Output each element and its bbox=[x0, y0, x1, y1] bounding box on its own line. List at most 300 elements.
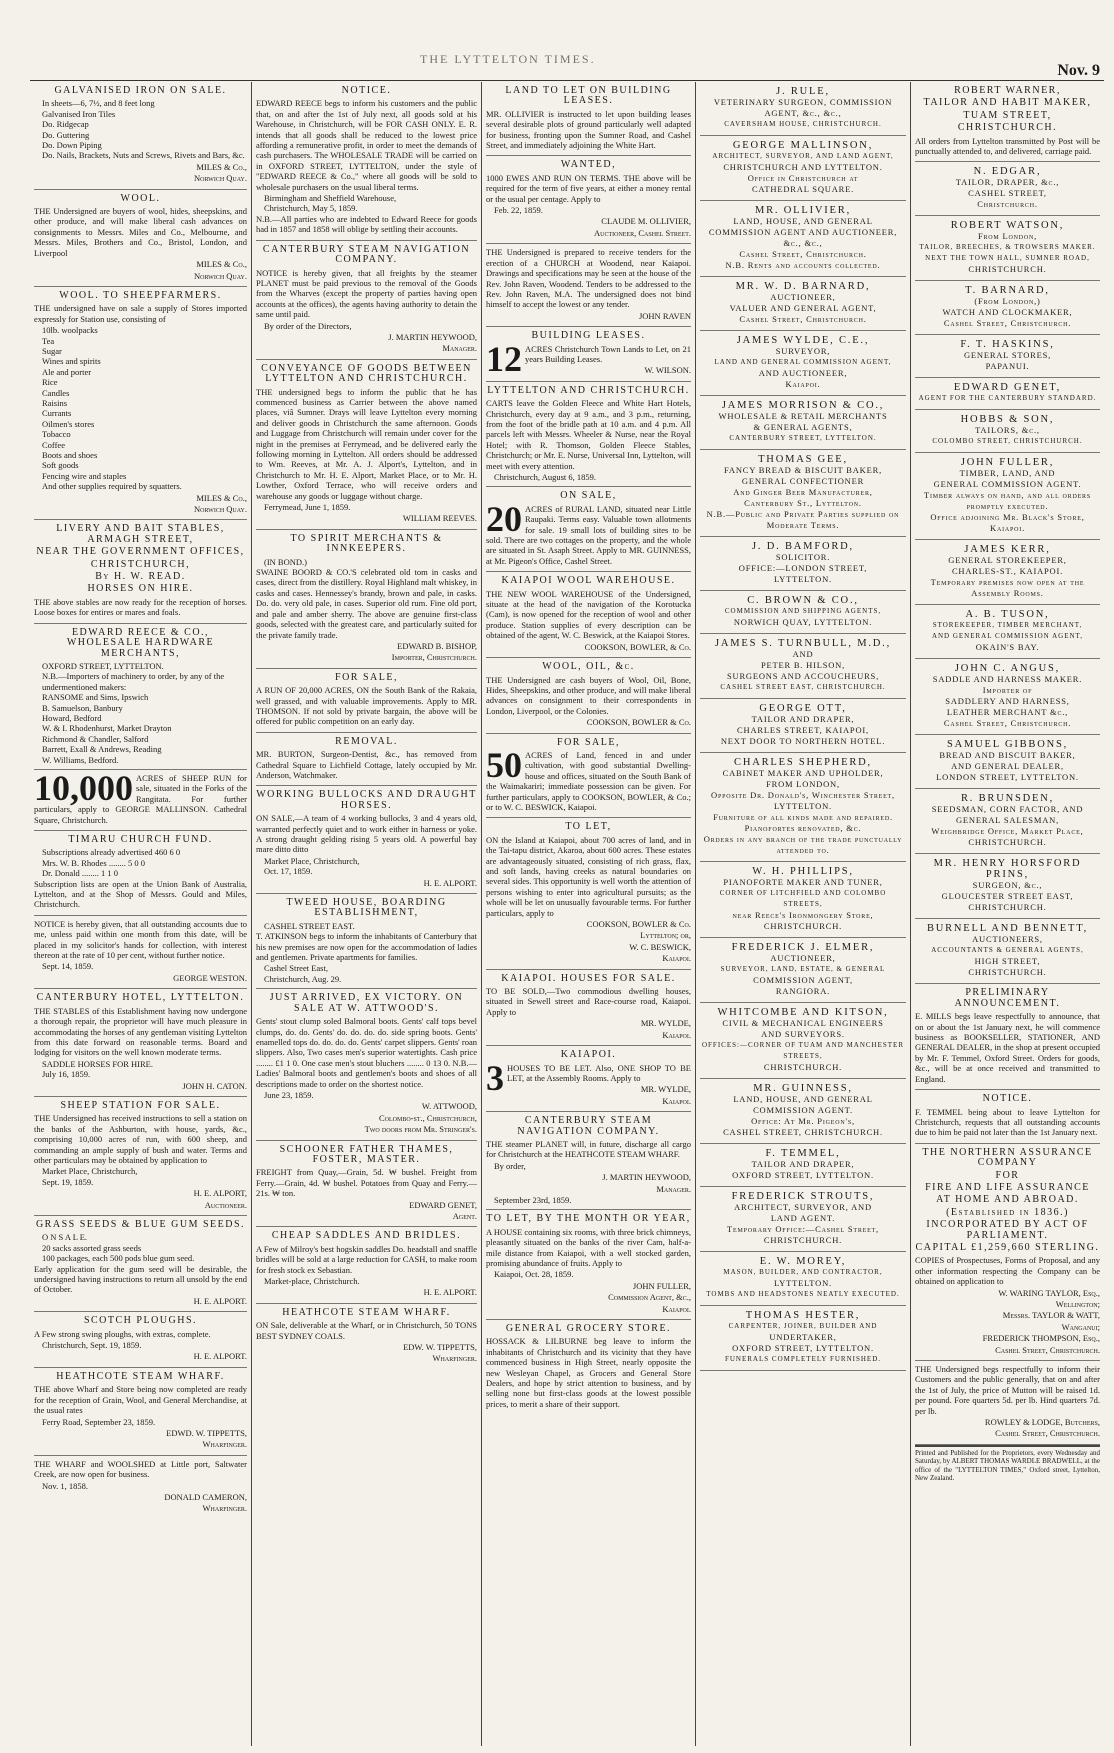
ad-signature: CLAUDE M. OLLIVIER, bbox=[601, 216, 691, 227]
ad-text: ON the Island at Kaiapoi, about 700 acres of land, and in the Tai-tapu district, Akaroa, about 600 acres. These estates are advantageously situated, consisting of rich grass, flax, and soft lands, having creeks as natural boundaries on several sides. This opportunity is well worth the attention of persons wishing to enter into agricultural pursuits; as the whole will be let on unusually favourable terms. For further particulars, apply to bbox=[486, 834, 691, 918]
column-1 bbox=[30, 82, 252, 1746]
ad-line: Wines and spirits bbox=[42, 356, 101, 367]
ad-signature: Cashel Street, Christchurch. bbox=[995, 1428, 1100, 1439]
business-detail: ACCOUNTANTS & GENERAL AGENTS, bbox=[931, 946, 1084, 955]
ad-text: EDWARD REECE begs to inform his customers and the public that, on and after the 1st of July next, all goods sold at his Warehouse, in Christchurch, will be FOR CASH ONLY. E. R. intends that all goods shall be reduced to the lowest price affording a remunerative profit, in order to meet the demands of cash purchasers. The WHOLESALE TRADE will be carried on in OXFORD STREET, LYTTELTON, under the style of "EDWARD REECE & Co.," where all goods will be sold to wholesale purchasers on the usual liberal terms. bbox=[256, 98, 477, 192]
ad-line: Kaiapoi, Oct. 28, 1859. bbox=[494, 1269, 574, 1280]
ad-signature: H. E. ALPORT, bbox=[193, 1188, 247, 1199]
ad-line: AT HOME AND ABROAD. bbox=[936, 1194, 1079, 1206]
ad-signature: WILLIAM REEVES. bbox=[402, 513, 477, 524]
ad-text: NOTICE is hereby given, that all outstanding accounts due to me, unless paid within one month from this date, will be placed in my solicitor's hands for collection, with interest thereon at the rate of 10 per cent, without further notice. bbox=[34, 918, 247, 961]
business-detail: Canterbury St., Lyttelton. bbox=[744, 498, 862, 508]
business-detail: Timber always on hand, and all orders promptly executed. bbox=[923, 490, 1091, 512]
advertisement bbox=[34, 989, 247, 1097]
directory-listing bbox=[700, 1187, 906, 1252]
ad-line: Market Place, Christchurch, bbox=[42, 1166, 138, 1177]
ad-signature: Kaiapoi. bbox=[662, 1095, 691, 1106]
business-detail: Cashel Street, Christchurch. bbox=[739, 314, 867, 324]
ad-line: By order, bbox=[494, 1160, 526, 1171]
business-name: JAMES S. TURNBULL, M.D., bbox=[714, 638, 892, 649]
ad-signature: EDWARD B. BISHOP, bbox=[397, 640, 477, 651]
ad-signature: FREDERICK THOMPSON, Esq., bbox=[982, 1333, 1100, 1344]
ad-heading: FOR SALE, bbox=[557, 736, 620, 748]
ad-line: Sugar bbox=[42, 345, 62, 356]
business-detail: CABINET MAKER AND UPHOLDER, bbox=[722, 768, 884, 778]
ad-heading: WANTED, bbox=[560, 159, 617, 171]
ad-heading: THE NORTHERN ASSURANCE COMPANY bbox=[922, 1146, 1093, 1169]
business-detail: HIGH STREET, bbox=[974, 956, 1041, 967]
advertisement bbox=[34, 831, 247, 916]
ad-signature: H. E. ALPORT. bbox=[423, 1287, 477, 1298]
ad-text: MR. BURTON, Surgeon-Dentist, &c., has removed from Cathedral Square to Lichfield Cottage, lately occupied by Mr. Anderson, Watchmaker. bbox=[256, 749, 477, 780]
ad-signature: COOKSON, BOWLER & Co. bbox=[586, 717, 691, 728]
business-detail: MASON, BUILDER, AND CONTRACTOR, bbox=[723, 1268, 883, 1276]
ad-line: Christchurch, May 5, 1859. bbox=[264, 203, 358, 214]
business-detail: LAND AND GENERAL COMMISSION AGENT, bbox=[714, 358, 892, 366]
business-detail: COMMISSION AND SHIPPING AGENTS, bbox=[724, 607, 882, 615]
business-detail: AGENT FOR THE CANTERBURY STANDARD. bbox=[918, 394, 1097, 403]
advertisement bbox=[34, 287, 247, 521]
ad-line: B. Samuelson, Banbury bbox=[42, 702, 123, 713]
ad-line: (IN BOND.) bbox=[264, 556, 307, 567]
directory-listing bbox=[915, 735, 1100, 789]
newspaper-title: THE LYTTELTON TIMES. bbox=[420, 52, 596, 66]
ad-signature: MR. WYLDE, bbox=[640, 1084, 691, 1095]
ad-line: By order of the Directors, bbox=[264, 320, 352, 331]
ad-text: N.B.—All parties who are indebted to Edward Reece for goods had in 1857 and 1858 will oblige by settling their accounts. bbox=[256, 213, 477, 235]
advertisement bbox=[256, 360, 477, 530]
ad-line: Fencing wire and staples bbox=[42, 470, 127, 481]
business-name: THOMAS GEE, bbox=[758, 454, 848, 465]
ad-line: Feb. 22, 1859. bbox=[494, 205, 543, 216]
business-detail: SADDLE AND HARNESS MAKER. bbox=[932, 674, 1083, 685]
business-name: GEORGE MALLINSON, bbox=[732, 140, 874, 151]
advertisement bbox=[34, 916, 247, 989]
business-name: W. H. PHILLIPS, bbox=[752, 866, 854, 877]
business-detail: OKAIN'S BAY. bbox=[975, 642, 1040, 653]
business-detail: CASHEL STREET, bbox=[968, 188, 1047, 199]
directory-listing bbox=[915, 453, 1100, 540]
business-detail: TIMBER, LAND, AND bbox=[959, 468, 1056, 479]
business-detail: CATHEDRAL SQUARE. bbox=[751, 184, 855, 194]
ad-line: CAPITAL £1,259,660 STERLING. bbox=[915, 1241, 1100, 1253]
advertisement bbox=[486, 818, 691, 969]
ad-signature: JOHN FULLER, bbox=[632, 1280, 691, 1291]
advertisement bbox=[34, 82, 247, 190]
ad-signature: Auctioneer, Cashel Street. bbox=[593, 227, 691, 238]
business-detail: STOREKEEPER, TIMBER MERCHANT, bbox=[932, 621, 1083, 630]
business-detail: GLOUCESTER STREET EAST, bbox=[941, 891, 1074, 902]
business-detail: Importer of bbox=[982, 685, 1033, 696]
business-detail: COMMISSION AGENT AND AUCTIONEER, &c., &c., bbox=[708, 227, 898, 248]
business-name: J. RULE, bbox=[776, 86, 830, 97]
business-detail: LYTTELTON. bbox=[774, 574, 832, 584]
ad-text: THE above stables are now ready for the reception of horses. Loose boxes for entires or mares and foals. bbox=[34, 596, 247, 618]
ad-text: THE STABLES of this Establishment having now undergone a thorough repair, the proprietor will have much pleasure in accommodating the horses of any gentleman visiting Lyttelton from this date forward on reasonable terms. Board and lodging for visitors on the well known moderate terms. bbox=[34, 1005, 247, 1058]
ad-text: COPIES of Prospectuses, Forms of Proposal, and any other information respecting the Company can be obtained on application to bbox=[915, 1255, 1100, 1287]
business-detail: GENERAL STORES, bbox=[963, 350, 1052, 361]
columns bbox=[30, 82, 1104, 1746]
ad-signature: Wharfinger. bbox=[202, 1503, 247, 1514]
ad-signature: MR. WYLDE, bbox=[640, 1018, 691, 1029]
advertisement bbox=[486, 487, 691, 572]
ad-heading: KAIAPOI. bbox=[560, 1049, 617, 1061]
ad-line: Ferrymead, June 1, 1859. bbox=[264, 502, 351, 513]
ad-text: THE Undersigned has received instructions to sell a station on the banks of the Ashburton, with house, yards, &c., comprising 10,000 acres of run, with 600 sheep, and commanding an ample supply of bush and water. Terms and other particulars may be obtained by application to bbox=[34, 1113, 247, 1165]
ad-text: THE Undersigned begs respectfully to inform their Customers and the public generally, that on and after the 1st of July, the price of Mutton will be raised 1d. per pound. Fore quarters 5d. per lb. Hind quarters 7d. per lb. bbox=[915, 1364, 1100, 1416]
business-detail: CORNER OF LITCHFIELD AND COLOMBO STREETS, bbox=[719, 889, 887, 908]
business-detail: Temporary premises now open at the Assembly Rooms. bbox=[930, 577, 1085, 599]
ad-text: ON SALE,—A team of 4 working bullocks, 3 and 4 years old, warranted perfectly quiet and to work either in harness or yoke. A strong draught gelding rising 5 years old. A powerful bay mare ditto ditto bbox=[256, 813, 477, 855]
business-name: MR. OLLIVIER, bbox=[754, 205, 852, 216]
ad-heading: SHEEP STATION FOR SALE. bbox=[60, 1099, 221, 1111]
business-detail: CHRISTCHURCH. bbox=[968, 967, 1047, 978]
business-name: ROBERT WATSON, bbox=[950, 220, 1065, 232]
business-detail: CHRISTCHURCH. bbox=[968, 264, 1047, 275]
ad-text: All orders from Lyttelton transmitted by Post will be punctually attended to, and delivered, carriage paid. bbox=[915, 135, 1100, 157]
directory-listing bbox=[915, 162, 1100, 216]
business-detail: WHOLESALE & RETAIL MERCHANTS bbox=[718, 411, 888, 421]
business-detail: Cashel Street, Christchurch. bbox=[943, 318, 1072, 329]
directory-listing bbox=[700, 699, 906, 753]
ad-text: THE Undersigned is prepared to receive tenders for the erection of a CHURCH at Woodend, near Kaiapoi. Drawings and specifications may be seen at the house of the Rev. John Raven, Woodend. Tenders to be addressed to the Rev. John Raven, M.A. The undersigned does not bind himself to accept the lowest or any tender. bbox=[486, 247, 691, 310]
advertisement bbox=[34, 190, 247, 287]
ad-line: Oct. 17, 1859. bbox=[264, 866, 313, 877]
advertisement bbox=[34, 1097, 247, 1216]
advertisement bbox=[486, 244, 691, 327]
business-detail: From London, bbox=[977, 231, 1038, 242]
advertisement bbox=[486, 658, 691, 733]
business-detail: WATCH AND CLOCKMAKER, bbox=[942, 307, 1073, 318]
ad-heading: REMOVAL. bbox=[335, 735, 398, 747]
business-detail: SURGEON, &c., bbox=[972, 880, 1043, 891]
ad-line: By H. W. READ. bbox=[95, 571, 186, 583]
ad-line: RANSOME and Sims, Ipswich bbox=[42, 692, 149, 703]
ad-line: Galvanised Iron Tiles bbox=[42, 108, 116, 119]
business-name: A. B. TUSON, bbox=[965, 609, 1050, 621]
ad-signature: GEORGE WESTON. bbox=[173, 972, 247, 983]
advertisement bbox=[915, 984, 1100, 1090]
ad-text: THE undersigned begs to inform the public that he has commenced business as Carrier between the above named places, viâ Sumner. Drays will leave Lyttelton every morning and deliver goods in Christchurch the same afternoon. Goods and Luggage from Christchurch will remain under cover for the night in the premises at Ferrymead, and be delivered early the following morning in Lyttelton. All orders should be addressed to Wm. Reeves, at Mr. A. J. Alport's, Lyttelton, and in Christchurch to Mr. H. E. Alport, Market Place, or to Mr. H. Lowther, Oxford Terrace, who will receive orders and warehouse any goods or luggage without charge. bbox=[256, 386, 477, 501]
business-detail: Office adjoining Mr. Black's Store, Kaiapoi. bbox=[930, 512, 1085, 534]
ad-line: CHRISTCHURCH, bbox=[90, 558, 191, 570]
business-detail: CARPENTER, JOINER, BUILDER AND bbox=[728, 1322, 878, 1330]
ad-line: Barrett, Exall & Andrews, Reading bbox=[42, 744, 162, 755]
advertisement bbox=[486, 572, 691, 658]
business-detail: CHRISTCHURCH. bbox=[763, 1062, 843, 1072]
business-name: J. D. BAMFORD, bbox=[752, 541, 854, 552]
ad-line: Howard, Bedford bbox=[42, 712, 102, 723]
business-detail: near Reece's Ironmongery Store, bbox=[732, 910, 874, 920]
business-name: MR. W. D. BARNARD, bbox=[735, 281, 871, 292]
directory-listing bbox=[915, 789, 1100, 854]
ad-line: Ferry Road, September 23, 1859. bbox=[42, 1416, 156, 1427]
directory-listing bbox=[915, 854, 1100, 919]
ad-text: ACRES of SHEEP RUN for sale, situated in the Forks of the Rangitata. For further particulars, apply to GEORGE MALLINSON. Cathedral Square, Christchurch. bbox=[34, 772, 247, 825]
business-detail: CHRISTCHURCH. bbox=[763, 921, 843, 931]
ad-heading: LYTTELTON AND CHRISTCHURCH. bbox=[487, 384, 690, 396]
ad-line: Soft goods bbox=[42, 460, 79, 471]
business-detail: AND GENERAL COMMISSION AGENT, bbox=[931, 632, 1084, 641]
ad-line: Subscriptions already advertised 460 6 0 bbox=[42, 847, 181, 858]
ad-signature: W. ATTWOOD, bbox=[421, 1101, 477, 1112]
business-detail: Kaiapoi. bbox=[785, 379, 821, 389]
advertisement bbox=[256, 786, 477, 894]
directory-listing bbox=[915, 659, 1100, 735]
ad-text: CARTS leave the Golden Fleece and White Hart Hotels, Christchurch, every day at 9 a.m., and 3 p.m., returning, from the foot of the bridle path at 10 a.m. and 4 p.m. All parcels left with Messrs. Wheeler & Nurse, near the Royal Hotel; with R. Thomson, Golden Fleece Stables, Christchurch; or Mr. E. Nurse, Universal Inn, Lyttelton, will meet with every attention. bbox=[486, 398, 691, 471]
ad-text: THE above Wharf and Store being now completed are ready for the reception of Grain, Wool, and General Merchandise, at the usual rates bbox=[34, 1384, 247, 1416]
ad-line: Candles bbox=[42, 387, 70, 398]
ad-text: THE undersigned have on sale a supply of Stores imported expressly for Station use, consisting of bbox=[34, 303, 247, 324]
business-name: EDWARD GENET, bbox=[953, 382, 1062, 394]
ad-heading: LAND TO LET ON BUILDING LEASES. bbox=[505, 85, 672, 107]
business-detail: AND AUCTIONEER, bbox=[758, 368, 848, 378]
business-detail: AND SURVEYORS. bbox=[761, 1029, 845, 1039]
ad-heading: TIMARU CHURCH FUND. bbox=[68, 834, 213, 845]
ad-line: Birmingham and Sheffield Warehouse, bbox=[264, 193, 397, 204]
directory-listing bbox=[700, 1252, 906, 1306]
ad-heading: GALVANISED IRON ON SALE. bbox=[54, 85, 227, 96]
business-detail: COMMISSION AGENT, bbox=[753, 975, 853, 985]
business-detail: Cashel Street, Christchurch. bbox=[739, 249, 867, 259]
directory-listing bbox=[700, 591, 906, 634]
ad-signature: H. E. ALPORT. bbox=[193, 1351, 247, 1362]
advertisement bbox=[486, 734, 691, 819]
ad-signature: MILES & Co., bbox=[196, 259, 247, 270]
ad-signature: W. WILSON. bbox=[644, 365, 691, 376]
ad-line: Mrs. W. B. Rhodes ........ 5 0 0 bbox=[42, 857, 145, 868]
business-detail: TAILOR, BREECHES, & TROWSERS MAKER. bbox=[919, 243, 1096, 252]
business-detail: BREAD AND BISCUIT BAKER, bbox=[939, 750, 1076, 761]
ad-line: Raisins bbox=[42, 397, 68, 408]
ad-text: HOSSACK & LILBURNE beg leave to inform the inhabitants of Christchurch and its vicinity that they have commenced business in High Street, nearly opposite the new Wesleyan Chapel, as Grocers and General Store Dealers, and hope by strict attention to business, and by selling none but first-class goods at the lowest possible prices, to merit a share of their support. bbox=[486, 1336, 691, 1409]
business-detail: (From London,) bbox=[974, 296, 1041, 307]
ad-heading: KAIAPOI WOOL WAREHOUSE. bbox=[501, 575, 676, 587]
ad-body bbox=[486, 498, 691, 566]
business-detail: PIANOFORTE MAKER AND TUNER, bbox=[723, 877, 883, 887]
ad-line: July 16, 1859. bbox=[42, 1069, 91, 1080]
business-detail: CANTERBURY STREET, LYTTELTON. bbox=[729, 434, 877, 442]
ad-text: Subscription lists are open at the Union Bank of Australia, Lyttelton, and at the Shop of Messrs. Gould and Miles, Christchurch. bbox=[34, 878, 247, 910]
ad-heading: WOOL, OIL, &c. bbox=[542, 661, 635, 673]
business-detail: NEXT DOOR TO NORTHERN HOTEL. bbox=[720, 736, 886, 746]
ad-line: FOR bbox=[995, 1169, 1020, 1181]
ad-line: (Established in 1836.) bbox=[946, 1206, 1069, 1218]
advertisement bbox=[34, 1216, 247, 1312]
business-detail: Temporary Office:—Cashel Street, bbox=[727, 1224, 879, 1234]
ad-signature: Cashel Street, Christchurch. bbox=[995, 1344, 1100, 1355]
business-detail: AND GENERAL DEALER, bbox=[951, 761, 1064, 772]
directory-listing bbox=[915, 605, 1100, 659]
ad-heading: SCOTCH PLOUGHS. bbox=[83, 1315, 198, 1327]
ad-text: THE Undersigned are buyers of wool, hides, sheepskins, and other produce, and will make liberal cash advances on consignments to Messrs. Miles and Co., Melbourne, and Messrs. Miles, Brothers and Co., Bristol, London, and Liverpool bbox=[34, 206, 247, 258]
ad-signature: Messrs. TAYLOR & WATT, bbox=[1002, 1310, 1100, 1321]
business-detail: Weighbridge Office, Market Place, bbox=[931, 826, 1084, 837]
business-detail: VETERINARY SURGEON, COMMISSION AGENT, &c., &c., bbox=[713, 97, 893, 118]
business-detail: COLOMBO STREET, CHRISTCHURCH. bbox=[932, 437, 1083, 446]
business-detail: CHRISTCHURCH AND LYTTELTON. bbox=[723, 162, 883, 172]
ad-text: TO BE SOLD,—Two commodious dwelling houses, situated in Sewell street and Race-course road, Kaiapoi. Apply to bbox=[486, 986, 691, 1017]
ad-text: ACRES of Land, fenced in and under cultivation, with good substantial Dwelling-house and offices, situated on the South Bank of the Waimakariri; immediate possession can be given. For further particulars, apply to COOKSON, BOWLER, & Co.; or to W. C. BESWICK, Kaiapoi. bbox=[486, 749, 691, 812]
advertisement bbox=[486, 1112, 691, 1210]
ad-signature: Auctioneer. bbox=[204, 1199, 247, 1210]
business-detail: OXFORD STREET, LYTTELTON. bbox=[732, 1343, 874, 1353]
issue-date: Nov. 9 bbox=[1057, 62, 1100, 79]
ad-signature: Wellington; bbox=[1055, 1299, 1100, 1309]
advertisement bbox=[256, 989, 477, 1140]
ad-line: Sept. 14, 1859. bbox=[42, 961, 94, 972]
directory-listing bbox=[915, 919, 1100, 984]
ad-body bbox=[34, 767, 247, 825]
ad-line: 10lb. woolpacks bbox=[42, 325, 98, 336]
business-detail: CASHEL STREET, CHRISTCHURCH. bbox=[723, 1127, 883, 1137]
business-detail: CHRISTCHURCH. bbox=[763, 1235, 843, 1245]
ad-line: Sept. 19, 1859. bbox=[42, 1176, 94, 1187]
ad-text: T. ATKINSON begs to inform the inhabitants of Canterbury that his new premises are now open for the accommodation of ladies and gentlemen. Private apartments for families. bbox=[256, 931, 477, 963]
directory-listing bbox=[700, 277, 906, 331]
printer-imprint: Printed and Published for the Proprietors, every Wednesday and Saturday, by ALBERT THOMAS WARDLE BRADWELL, at the office of the "LYTTELTON TIMES," Oxford street, Lyttelton, New Zealand. bbox=[915, 1445, 1100, 1483]
ad-heading: ON SALE, bbox=[560, 490, 617, 502]
ad-signature: MILES & Co., bbox=[196, 492, 247, 503]
ad-signature: H. E. ALPORT. bbox=[423, 877, 477, 888]
ad-heading: EDWARD REECE & CO., WHOLESALE HARDWARE MERCHANTS, bbox=[66, 626, 215, 659]
business-detail: ARCHITECT, SURVEYOR, AND LAND AGENT, bbox=[712, 152, 894, 160]
advertisement bbox=[34, 520, 247, 623]
ad-line: Ale and porter bbox=[42, 366, 92, 377]
ad-heading: JUST ARRIVED, EX VICTORY. ON SALE AT W. ATTWOOD'S. bbox=[269, 992, 464, 1014]
business-name: SAMUEL GIBBONS, bbox=[946, 739, 1069, 751]
directory-listing bbox=[700, 201, 906, 277]
ad-heading: NOTICE. bbox=[341, 85, 392, 96]
column-3 bbox=[482, 82, 696, 1746]
ad-line: Cashel Street East, bbox=[264, 963, 328, 974]
ad-line: Dr. Donald ........ 1 1 0 bbox=[42, 868, 119, 879]
directory-listing bbox=[700, 331, 906, 396]
ad-text: FREIGHT from Quay,—Grain, 5d. ₩ bushel. Freight from Ferry.—Grain, 4d. ₩ bushel. Potatoes from Quay and Ferry.—21s. ₩ ton. bbox=[256, 1167, 477, 1199]
ad-signature: ROWLEY & LODGE, Butchers, bbox=[984, 1417, 1100, 1428]
directory-listing bbox=[700, 862, 906, 938]
ad-heading: SCHOONER FATHER THAMES, FOSTER, MASTER. bbox=[279, 1143, 454, 1165]
ad-signature: Manager. bbox=[442, 343, 477, 354]
ad-line: Do. Ridgecap bbox=[42, 119, 89, 130]
advertisement bbox=[486, 327, 691, 382]
ad-text: F. TEMMEL being about to leave Lyttelton for Christchurch, requests that all outstanding accounts due to him be paid not later than the 1st January next. bbox=[915, 1106, 1100, 1138]
ad-line: 100 packages, each 500 pods blue gum seed. bbox=[42, 1253, 195, 1264]
ad-line: September 23rd, 1859. bbox=[494, 1194, 572, 1205]
ad-signature: Wanganui; bbox=[1061, 1321, 1100, 1332]
business-detail: GENERAL CONFECTIONER bbox=[741, 476, 865, 486]
business-detail: CHARLES-ST., KAIAPOI. bbox=[951, 566, 1064, 577]
business-detail: CIVIL & MECHANICAL ENGINEERS bbox=[722, 1018, 884, 1028]
ad-line: O N S A L E. bbox=[42, 1232, 88, 1243]
ad-line: SADDLE HORSES FOR HIRE. bbox=[42, 1058, 153, 1069]
ad-line: HORSES ON HIRE. bbox=[87, 583, 194, 595]
ad-signature: EDWD. W. TIPPETTS, bbox=[166, 1427, 247, 1438]
ad-signature: Wharfinger. bbox=[202, 1439, 247, 1450]
ad-text: A RUN OF 20,000 ACRES, ON the South Bank of the Rakaia, well grassed, and with valuable improvements. Apply to MR. THOMSON. If not sold by private bargain, the above will be offered for public competition on an early day. bbox=[256, 685, 477, 727]
ad-signature: JOHN RAVEN bbox=[638, 310, 691, 321]
ad-signature: Agent. bbox=[452, 1211, 477, 1221]
ad-signature: Colombo-st., Christchurch, bbox=[378, 1112, 477, 1123]
ad-heading: BUILDING LEASES. bbox=[531, 330, 646, 342]
masthead bbox=[0, 0, 1114, 79]
directory-listing bbox=[700, 1306, 906, 1371]
advertisement bbox=[34, 767, 247, 831]
business-detail: AUCTIONEER, bbox=[770, 953, 836, 963]
ad-signature: J. MARTIN HEYWOOD, bbox=[602, 1172, 691, 1183]
business-detail: Office in Christchurch at bbox=[747, 173, 859, 183]
ad-text: A Few strong swing ploughs, with extras, complete. bbox=[34, 1328, 211, 1339]
business-detail: FUNERALS COMPLETELY FURNISHED. bbox=[724, 1355, 882, 1363]
business-name: JOHN FULLER, bbox=[960, 457, 1055, 469]
ad-line: Nov. 1, 1858. bbox=[42, 1480, 88, 1491]
business-detail: LYTTELTON. bbox=[774, 801, 832, 811]
business-detail: CASHEL STREET EAST, CHRISTCHURCH. bbox=[720, 683, 886, 691]
ad-signature: JOHN H. CATON. bbox=[182, 1080, 247, 1091]
advertisement bbox=[256, 1141, 477, 1228]
business-detail: PAPANUI. bbox=[985, 361, 1030, 372]
ad-signature: Kaiapoi. bbox=[662, 953, 691, 964]
ad-line: 20 sacks assorted grass seeds bbox=[42, 1242, 142, 1253]
ad-text: ACRES of RURAL LAND, situated near Little Raupaki. Terms easy. Valuable town allotments for sale. 19 small lots of building sites to be sold. There are two cottages on the property, and the whole are situated in St. Asaph Street. Apply to MR. GUINNESS, at Mr. Pigeon's Office, Cashel Street. bbox=[486, 503, 691, 566]
ad-line: W. & I. Rhodenhurst, Market Drayton bbox=[42, 723, 172, 734]
ad-line: N.B.—Importers of machinery to order, by any of the undermentioned makers: bbox=[42, 671, 225, 692]
advertisement bbox=[256, 669, 477, 733]
business-detail: CAVERSHAM HOUSE, CHRISTCHURCH. bbox=[724, 120, 882, 128]
advertisement bbox=[34, 1368, 247, 1456]
advertisement bbox=[486, 82, 691, 156]
business-detail: FROM LONDON, bbox=[766, 779, 840, 789]
business-name: GEORGE OTT, bbox=[759, 703, 847, 714]
business-detail: COMMISSION AGENT. bbox=[753, 1105, 853, 1115]
large-figure: 20 bbox=[486, 498, 522, 539]
ad-heading: GRASS SEEDS & BLUE GUM SEEDS. bbox=[35, 1219, 246, 1230]
ad-text: THE steamer PLANET will, in future, discharge all cargo for Christchurch at the HEATHCOTE STEAM WHARF. bbox=[486, 1138, 691, 1160]
ad-line: OXFORD STREET, LYTTELTON. bbox=[42, 660, 164, 671]
directory-listing bbox=[700, 537, 906, 591]
ad-text: HOUSES TO BE LET. Also, ONE SHOP TO BE LET, at the Assembly Rooms. Apply to bbox=[507, 1062, 691, 1083]
business-detail: TAILOR AND DRAPER, bbox=[751, 714, 855, 724]
advertisement bbox=[915, 1090, 1100, 1144]
ad-line: Christchurch, Aug. 29. bbox=[264, 973, 342, 984]
directory-listing bbox=[700, 753, 906, 862]
ad-text: ON Sale, deliverable at the Wharf, or in Christchurch, 50 TONS BEST SYDNEY COALS. bbox=[256, 1320, 477, 1341]
ad-text: THE WHARF and WOOLSHED at Little port, Saltwater Creek, are now open for business. bbox=[34, 1458, 247, 1480]
ad-signature: Wharfinger. bbox=[432, 1353, 477, 1364]
business-detail: UNDERTAKER, bbox=[769, 1332, 837, 1342]
directory-listing bbox=[700, 1079, 906, 1144]
ad-signature: Importer, Christchurch. bbox=[391, 652, 477, 663]
business-name: WHITCOMBE AND KITSON, bbox=[717, 1007, 889, 1018]
ad-text: THE Undersigned are cash buyers of Wool, Oil, Bone, Hides, Sheepskins, and other produce, and will make liberal advances on consignment to their correspondents in London, Liverpool, or the Colonies. bbox=[486, 674, 691, 716]
ad-signature: MILES & Co., bbox=[196, 161, 247, 172]
business-detail: TAILOR AND DRAPER, bbox=[751, 1159, 855, 1169]
ad-line: And other supplies required by squatters. bbox=[42, 481, 182, 492]
large-figure: 50 bbox=[486, 744, 522, 785]
business-detail: & GENERAL AGENTS, bbox=[753, 422, 853, 432]
directory-listing bbox=[915, 216, 1100, 281]
ad-signature: COOKSON, BOWLER & Co. bbox=[586, 919, 691, 930]
business-detail: AND bbox=[792, 649, 814, 659]
ad-text: Gents' stout clump soled Balmoral boots. Gents' calf tops bevel clumps, do. do. Gents' do. do. do. do. side spring boots. Gents' enamelled tops do. do. do. do. Gents' carpet slippers. Gents' roan slippers. Also, Two cases men's superior watertights. Cash price ........ £1 1 0. One case men's stout bluchers ........ 0 13 0. N.B.—Ladies' Balmoral boots and gentlemen's boots and shoes of all descriptions made to order on the shortest notice. bbox=[256, 1016, 477, 1089]
business-name: MR. HENRY HORSFORD PRINS, bbox=[933, 858, 1082, 881]
business-detail: Opposite Dr. Donald's, Winchester Street, bbox=[711, 790, 895, 800]
ad-line: Christchurch, Sept. 19, 1859. bbox=[42, 1340, 142, 1351]
business-detail: And Ginger Beer Manufacturer, bbox=[733, 487, 873, 497]
directory-listing bbox=[700, 938, 906, 1003]
ad-heading: LIVERY AND BAIT STABLES, ARMAGH STREET, bbox=[56, 523, 225, 545]
directory-listing bbox=[700, 396, 906, 450]
